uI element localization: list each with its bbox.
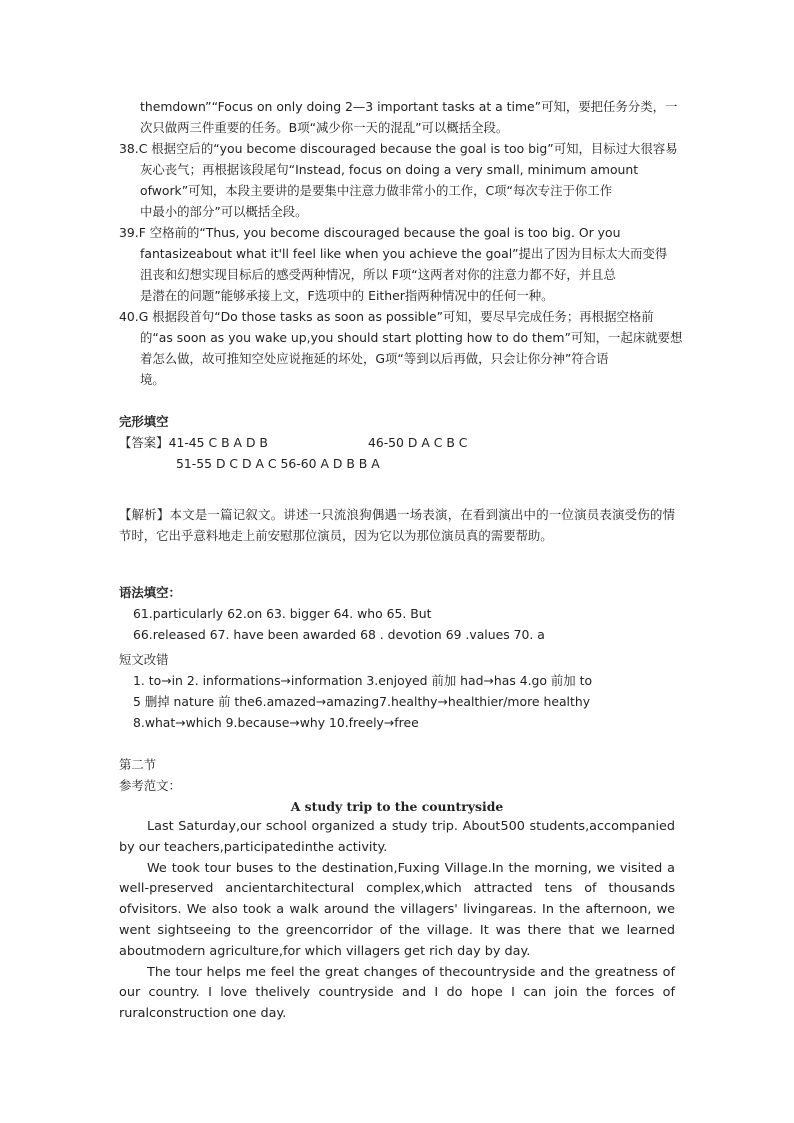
cloze-answers-row-1 <box>119 432 675 453</box>
document-page <box>119 96 683 1025</box>
answer-label: 【答案】 <box>119 435 169 450</box>
correction-row-2: 5 删掉 nature 前 the6.amazed→amazing7.healthy→healthier/more healthy <box>133 694 591 709</box>
correction-title: 短文改错 <box>119 652 169 667</box>
spacer <box>119 474 675 504</box>
sample-essay-label: 参考范文： <box>119 778 181 793</box>
q40-analysis-line-4: 境。 <box>140 372 165 387</box>
q40-analysis-line-3: 着怎么做，故可推知空处应说拖延的坏处，G项“等到以后再做，只会让你分神”符合语 <box>140 351 609 366</box>
q38-analysis-line-2: 灰心丧气；再根据该段尾句“Instead, focus on doing a very small, minimum amount <box>140 162 639 177</box>
cloze-answers-41-45: 41-45 C B A D B <box>168 435 268 450</box>
q37-analysis-line-2: 次只做两三件重要的任务。B项“减少你一天的混乱”可以概括全段。 <box>140 120 509 135</box>
essay-paragraph-3: The tour helps me feel the great changes of thecountryside and the greatness of our country. I love thelively countryside and I do hope I can join the forces of ruralconstruction one day. <box>119 964 675 1022</box>
correction-row-3: 8.what→which 9.because→why 10.freely→free <box>133 715 419 730</box>
correction-row-1: 1. to→in 2. informations→information 3.enjoyed 前加 had→has 4.go 前加 to <box>133 673 593 688</box>
q38-analysis-line-3: ofwork”可知，本段主要讲的是要集中注意力做非常小的工作，C项“每次专注于你工作 <box>140 183 613 198</box>
section-two-label: 第二节 <box>119 757 157 772</box>
q39-analysis-line-2: fantasizeabout what it'll feel like when you achieve the goal”提出了因为目标太大而变得 <box>140 246 668 261</box>
q39-analysis-line-3: 沮丧和幻想实现目标后的感受两种情况，所以 F项“这两者对你的注意力都不好，并且总 <box>140 267 616 282</box>
cloze-answers-row-2: 51-55 D C D A C 56-60 A D B B A <box>176 456 380 471</box>
spacer <box>119 546 675 582</box>
essay-paragraph-2: We took tour buses to the destination,Fuxing Village.In the morning, we visited a well-preserved ancientarchitectural complex,which attracted tens of thousands ofvisitors. We also took a walk around the villagers' livingareas. In the afternoon, we went sightseeing to the greencorridor of the village. It was there that we learned aboutmodern agriculture,for which villagers get rich day by day. <box>119 860 675 959</box>
spacer <box>119 733 675 754</box>
cloze-answers-46-50: 46-50 D A C B C <box>367 435 468 450</box>
cloze-title: 完形填空 <box>119 414 169 429</box>
essay-title: A study trip to the countryside <box>290 799 504 814</box>
grammar-answers-row-1: 61.particularly 62.on 63. bigger 64. who 65. But <box>133 606 432 621</box>
q40-analysis-line-1: 40.G 根据段首句“Do those tasks as soon as possible”可知，要尽早完成任务；再根据空格前 <box>119 309 654 324</box>
q37-analysis-line-1: themdown”“Focus on only doing 2—3 important tasks at a time”可知，要把任务分类，一 <box>140 99 678 114</box>
q38-analysis-line-1: 38.C 根据空后的“you become discouraged because the goal is too big”可知，目标过大很容易 <box>119 141 678 156</box>
essay-paragraph-1: Last Saturday,our school organized a study trip. About500 students,accompanied by our teachers,participatedinthe activity. <box>119 819 675 855</box>
q40-analysis-line-2: 的“as soon as you wake up,you should start plotting how to do them”可知，一起床就要想 <box>140 330 683 345</box>
cloze-analysis: 【解析】本文是一篇记叙文。讲述一只流浪狗偶遇一场表演，在看到演出中的一位演员表演受伤的情节时，它出乎意料地走上前安慰那位演员，因为它以为那位演员真的需要帮助。 <box>119 507 675 543</box>
grammar-answers-row-2: 66.released 67. have been awarded 68 . devotion 69 .values 70. a <box>133 627 545 642</box>
q38-analysis-line-4: 中最小的部分”可以概括全段。 <box>140 204 308 219</box>
q39-analysis-line-1: 39.F 空格前的“Thus, you become discouraged because the goal is too big. Or you <box>119 225 621 240</box>
grammar-title: 语法填空： <box>119 585 181 600</box>
spacer <box>119 390 675 411</box>
q39-analysis-line-4: 是潜在的问题”能够承接上文，F选项中的 Either指两种情况中的任何一种。 <box>140 288 554 303</box>
